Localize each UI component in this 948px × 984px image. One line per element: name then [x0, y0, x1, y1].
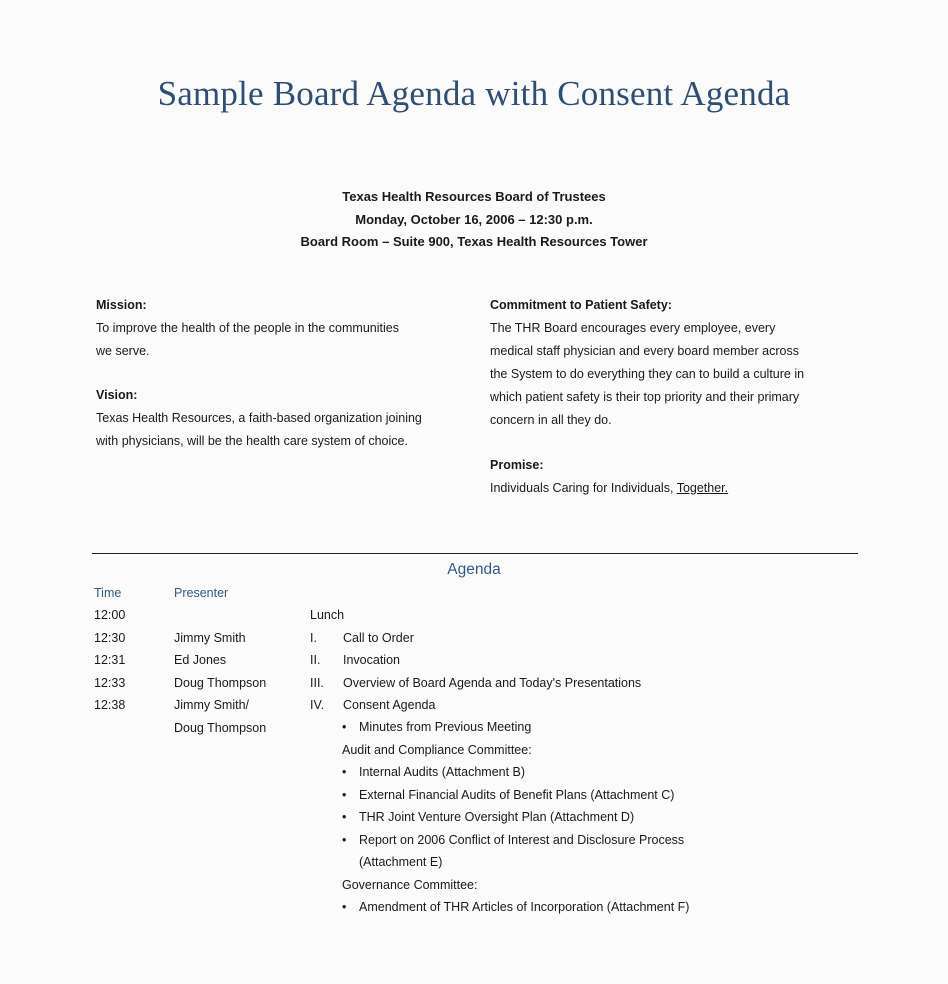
consent-item-continued: (Attachment E) — [359, 855, 443, 869]
agenda-item: Lunch — [310, 608, 345, 622]
list-item-continuation — [342, 851, 862, 874]
committee-heading — [342, 739, 862, 762]
agenda-number: II. — [310, 653, 321, 667]
agenda-heading: Agenda — [447, 561, 501, 578]
list-item — [342, 829, 862, 852]
agenda-time: 12:30 — [94, 630, 126, 645]
agenda-row — [94, 627, 894, 650]
section-divider — [92, 553, 858, 554]
presenter-column-header: Presenter — [174, 586, 229, 600]
commitment-line: the System to do everything they can to build a culture in — [490, 367, 805, 381]
organization-name: Texas Health Resources Board of Trustees — [342, 189, 606, 204]
bullet-icon: • — [342, 810, 347, 824]
agenda-presenter: Jimmy Smith/ — [174, 698, 249, 712]
mission-line: we serve. — [96, 344, 150, 358]
agenda-row — [94, 694, 894, 717]
agenda-presenter: Jimmy Smith — [174, 630, 246, 645]
agenda-item: Invocation — [343, 653, 400, 667]
bullet-icon: • — [342, 900, 347, 914]
vision-line: with physicians, will be the health care system of choice. — [96, 434, 408, 448]
agenda-number: IV. — [310, 698, 325, 712]
meeting-header — [0, 186, 948, 254]
agenda-row — [94, 649, 894, 672]
bullet-icon: • — [342, 787, 347, 802]
governance-committee-heading: Governance Committee: — [342, 877, 478, 892]
consent-item: THR Joint Venture Oversight Plan (Attachment D) — [359, 810, 635, 824]
meeting-location: Board Room – Suite 900, Texas Health Resources Tower — [300, 234, 648, 249]
time-column-header: Time — [94, 586, 122, 600]
agenda-item: Call to Order — [343, 630, 414, 645]
agenda-number: III. — [310, 675, 324, 690]
commitment-line: The THR Board encourages every employee, every — [490, 321, 776, 335]
agenda-item: Consent Agenda — [343, 698, 436, 712]
document-title: Sample Board Agenda with Consent Agenda — [157, 74, 791, 113]
agenda-presenter: Ed Jones — [174, 653, 227, 667]
agenda-row — [94, 672, 894, 695]
list-item — [342, 761, 862, 784]
agenda-time: 12:31 — [94, 653, 126, 667]
commitment-line: which patient safety is their top priority and their primary — [490, 390, 800, 404]
meeting-datetime: Monday, October 16, 2006 – 12:30 p.m. — [355, 211, 593, 227]
audit-committee-heading: Audit and Compliance Committee: — [342, 742, 532, 757]
mission-vision-column — [96, 294, 466, 453]
agenda-number: I. — [310, 630, 317, 645]
promise-label: Promise: — [490, 458, 544, 472]
agenda-presenter: Doug Thompson — [174, 675, 267, 690]
agenda-time: 12:38 — [94, 698, 126, 712]
agenda-time: 12:00 — [94, 608, 126, 622]
list-item — [342, 896, 862, 919]
commitment-line: medical staff physician and every board member across — [490, 344, 799, 358]
agenda-time: 12:33 — [94, 675, 126, 690]
vision-label: Vision: — [96, 388, 138, 402]
agenda-presenter: Doug Thompson — [174, 720, 267, 735]
list-item — [342, 784, 862, 807]
agenda-item: Overview of Board Agenda and Today's Presentations — [343, 675, 642, 690]
consent-item: Minutes from Previous Meeting — [359, 720, 532, 734]
consent-item: External Financial Audits of Benefit Plans (Attachment C) — [359, 787, 675, 802]
agenda-row — [94, 604, 894, 627]
mission-line: To improve the health of the people in the communities — [96, 321, 399, 335]
vision-line: Texas Health Resources, a faith-based organization joining — [96, 411, 422, 425]
mission-label: Mission: — [96, 298, 147, 312]
commitment-line: concern in all they do. — [490, 413, 612, 427]
bullet-icon: • — [342, 720, 347, 734]
consent-agenda-list — [342, 716, 862, 919]
consent-item: Internal Audits (Attachment B) — [359, 765, 526, 779]
consent-item: Amendment of THR Articles of Incorporation (Attachment F) — [359, 900, 690, 914]
promise-text-main: Individuals Caring for Individuals, — [490, 481, 677, 495]
promise-text — [490, 477, 865, 500]
bullet-icon: • — [342, 832, 347, 847]
commitment-label: Commitment to Patient Safety: — [490, 298, 672, 312]
promise-text-underlined: Together. — [676, 481, 729, 495]
bullet-icon: • — [342, 765, 347, 779]
committee-heading — [342, 874, 862, 897]
list-item — [342, 716, 862, 739]
commitment-promise-column — [490, 294, 865, 500]
list-item — [342, 806, 862, 829]
consent-item: Report on 2006 Conflict of Interest and Disclosure Process — [359, 832, 685, 847]
